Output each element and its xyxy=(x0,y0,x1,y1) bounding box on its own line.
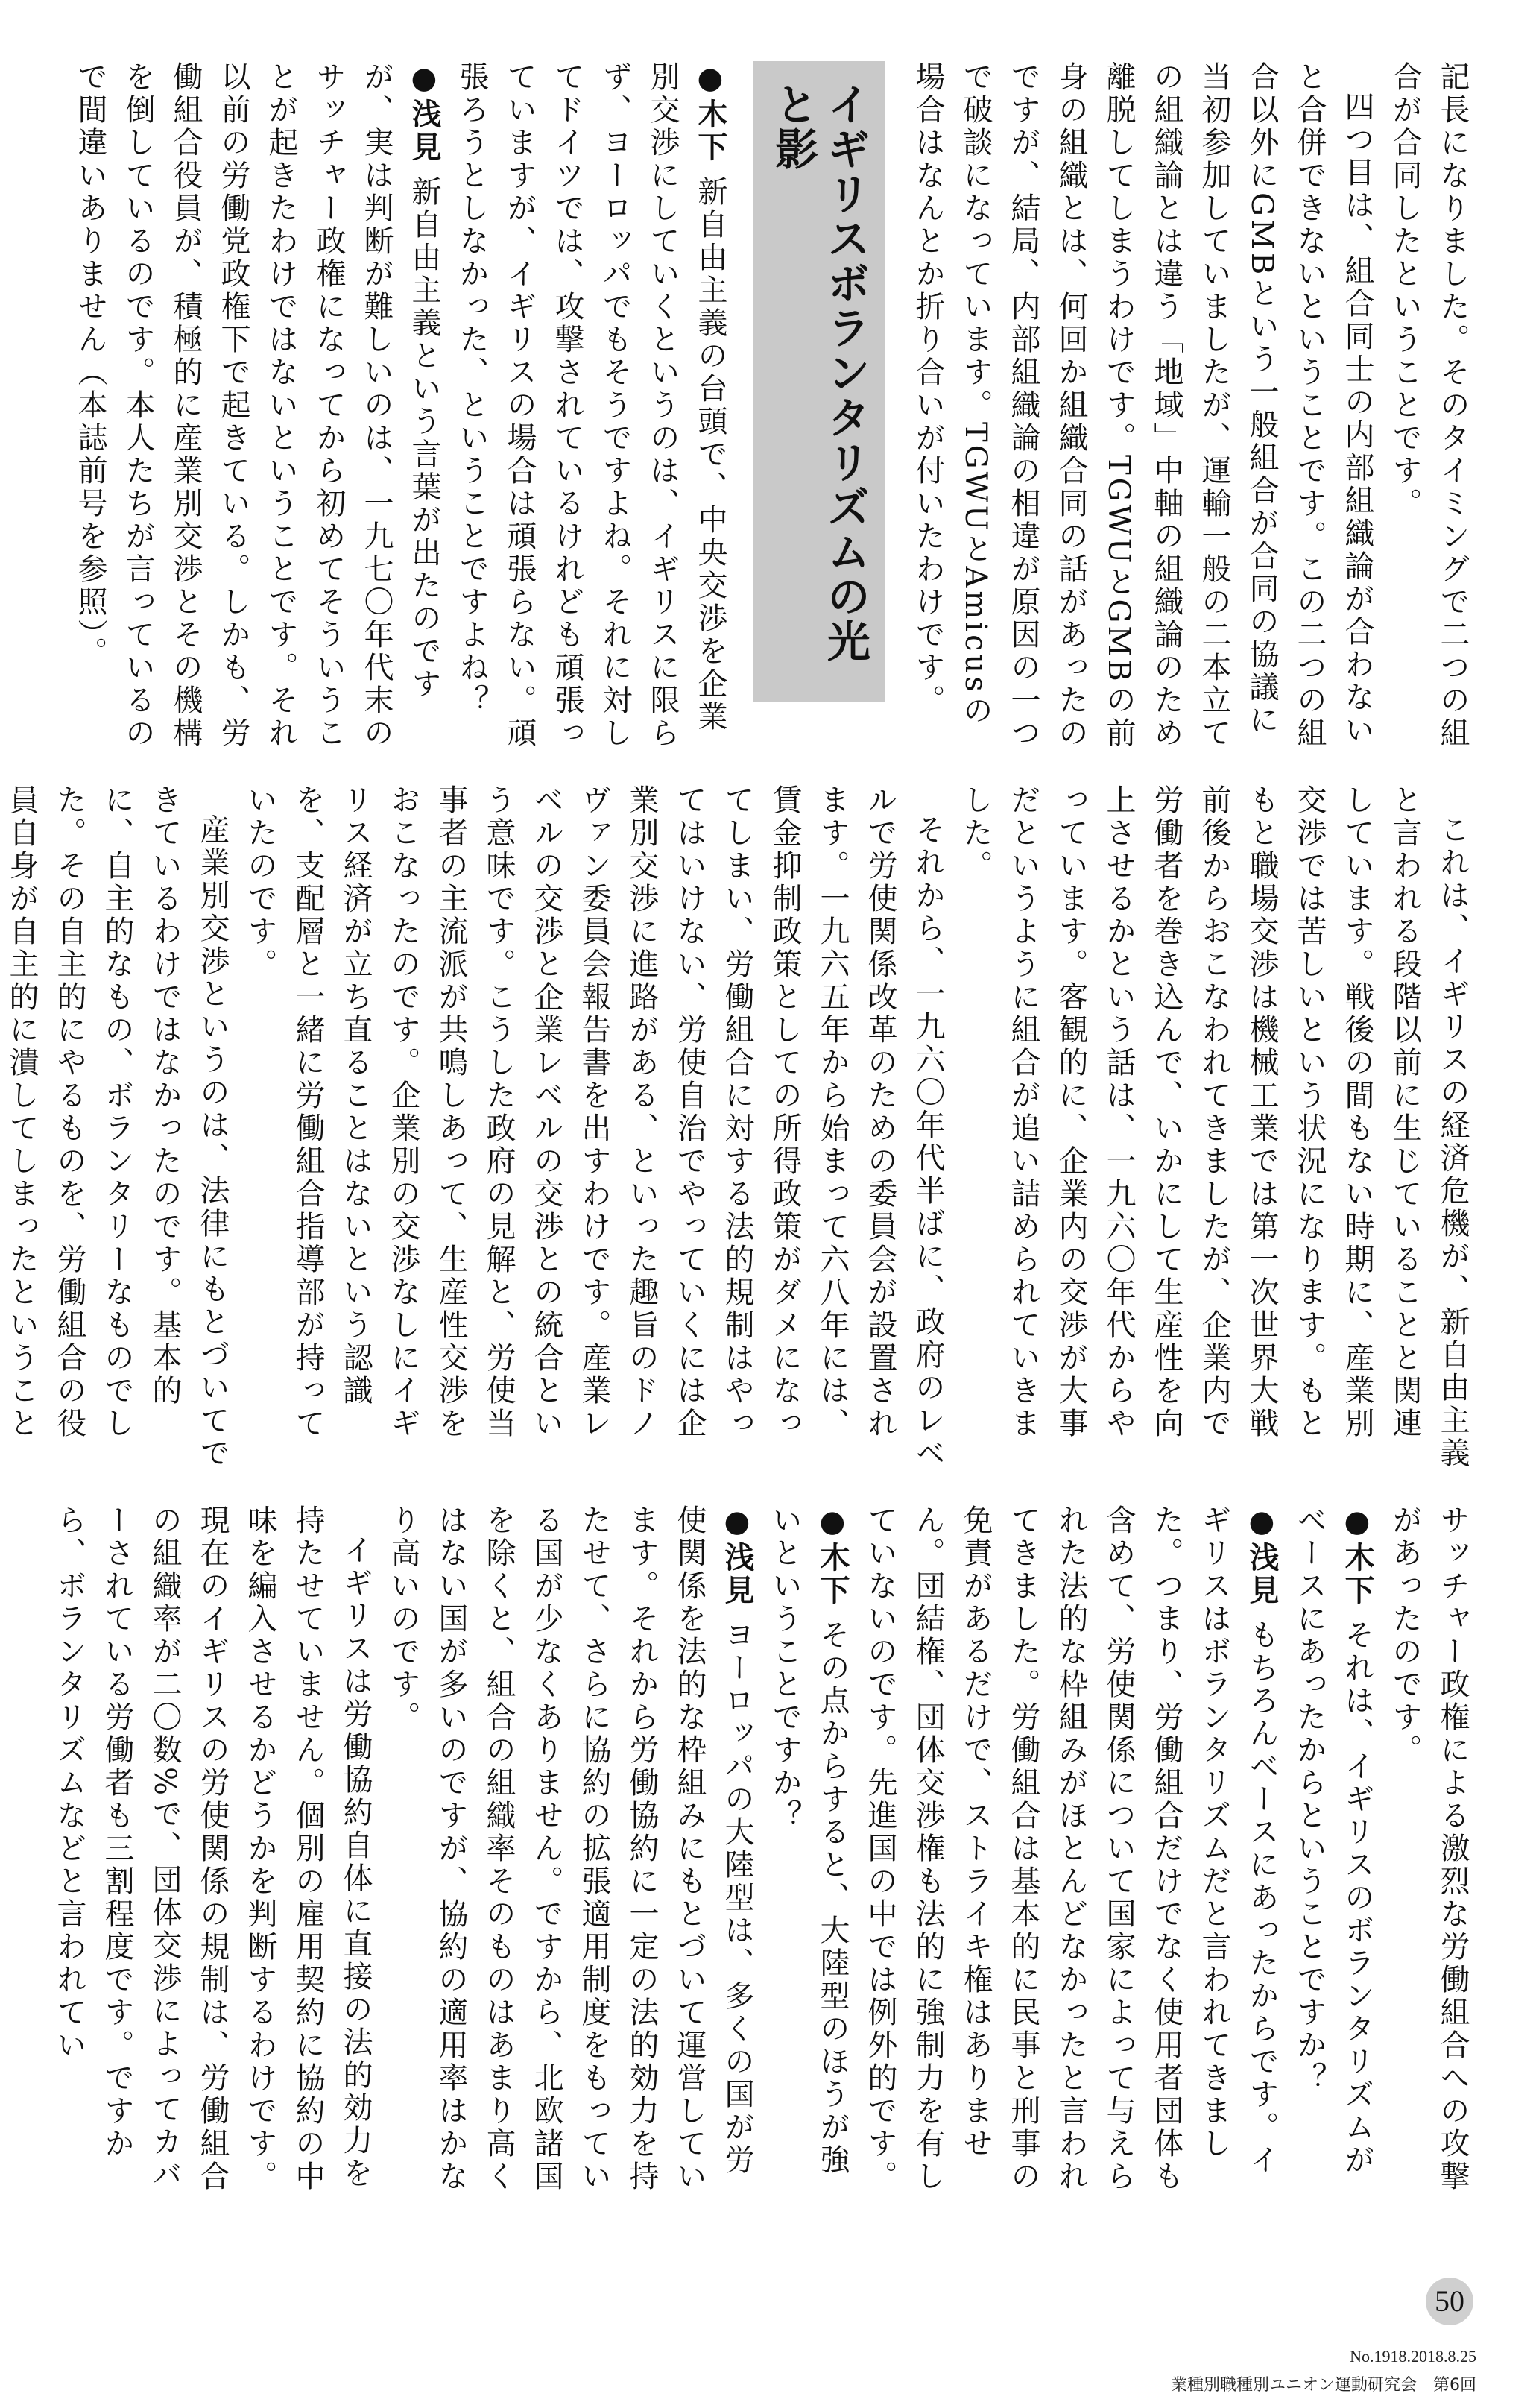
paragraph-text: 新自由主義という言葉が出たのですが、実は判断が難しいのは、一九七〇年代末のサッチャー政権になってから初めてそういうことが起きたわけではないということです。それ以前の労働党政権下で起きている。しかも、労働組合役員が、積極的に産業別交渉とその機構を倒しているのです。本人たちが言っているので間違いありません（本誌前号を参照）。 xyxy=(73,61,441,750)
paragraph xyxy=(0,784,236,1470)
paragraph xyxy=(1381,1504,1476,2194)
paragraph-text: 四つ目は、組合同士の内部組織論が合わないと合併できないということです。この二つの組合以外にGMBという一般組合が合同の協議に当初参加していましたが、運輸一般の二本立ての組織論とは違う「地域」中軸の組織論のため離脱してしまうわけです。TGWUとGMBの前身の組織とは、何回か組織合同の話があったのですが、結局、内部組織論の相違が原因の一つで破談になっています。TGWUとAmicusの場合はなんとか折り合いが付いたわけです。 xyxy=(911,61,1374,750)
text-tier-bottom xyxy=(52,1504,1476,2194)
speaker-label: ●木下 xyxy=(693,61,727,164)
text-tier-top xyxy=(75,61,1476,751)
page-number: 50 xyxy=(1426,2278,1473,2325)
paragraph-text: ヨーロッパの大陸型は、多くの国が労使関係を法的な枠組みにもとづいて運営しています。それから労働協約に一定の法的効力を持たせて、さらに協約の拡張適用制度をもっている国が少なくありません。ですから、北欧諸国を除くと、組合の組織率そのものはあまり高くはない国が多いのですが、協約の適用率はかなり高いのです。 xyxy=(386,1504,754,2193)
section-heading: イギリスボランタリズムの光と影 xyxy=(753,61,885,702)
text-tier-middle xyxy=(4,784,1476,1470)
paragraph-text: それから、一九六〇年代半ばに、政府のレベルで労使関係改革のための委員会が設置されます。一九六五年から始まって六八年には、賃金抑制政策としての所得政策がダメになってしまい、労働組合に対する法的規制はやってはいけない、労使自治でやっていくには企業別交渉に進路がある、といった趣旨のドノヴァン委員会報告書を出すわけです。産業レベルの交渉と企業レベルの交渉との統合という意味です。こうした政府の見解と、労使当事者の主流派が共鳴しあって、生産性交渉をおこなったのです。企業別の交渉なしにイギリス経済が立ち直ることはないという認識を、支配層と一緒に労働組合指導部が持っていたのです。 xyxy=(243,784,945,1470)
paragraph xyxy=(761,1504,856,2194)
series-title: 業種別職種別ユニオン運動研究会 第6回 xyxy=(1171,2376,1476,2395)
paragraph xyxy=(952,784,1476,1470)
paragraph-text: それは、イギリスのボランタリズムがベースにあったからということですか？ xyxy=(1292,1504,1374,2177)
paragraph xyxy=(45,1504,379,2194)
paragraph xyxy=(856,1504,1286,2194)
speaker-label: ●浅見 xyxy=(720,1504,754,1607)
paragraph xyxy=(1286,1504,1381,2194)
speaker-label: ●木下 xyxy=(815,1504,850,1607)
paragraph xyxy=(379,1504,761,2194)
paragraph-text: 記長になりました。そのタイミングで二つの組合が合同したということです。 xyxy=(1388,61,1470,750)
paragraph xyxy=(904,61,1381,751)
paragraph-text: イギリスは労働協約自体に直接の法的効力を持たせていません。個別の雇用契約に協約の中味を編入させるかどうかを判断するわけです。現在のイギリスの労使関係の規制は、労働組合の組織率が二〇数%で、団体交渉によってカバーされている労働者も三割程度です。ですから、ボランタリズムなどと言われてい xyxy=(52,1504,373,2193)
paragraph-text: もちろんベースにあったからです。イギリスはボランタリズムだと言われてきました。つまり、労働組合だけでなく使用者団体も含めて、労使関係について国家によって与えられた法的な枠組みがほとんどなかったと言われてきました。労働組合は基本的に民事と刑事の免責があるだけで、ストライキ権はありません。団結権、団体交渉権も法的に強制力を有していないのです。先進国の中では例外的です。 xyxy=(863,1504,1279,2193)
issue-info: No.1918.2018.8.25 xyxy=(1350,2347,1476,2366)
speaker-label: ●木下 xyxy=(1340,1504,1374,1607)
paragraph-text: サッチャー政権による激烈な労働組合への攻撃があったのです。 xyxy=(1388,1504,1470,2193)
paragraph xyxy=(66,61,448,751)
paragraph-text: その点からすると、大陸型のほうが強いということですか？ xyxy=(768,1504,850,2177)
paragraph-text: これは、イギリスの経済危機が、新自由主義と言われる段階以前に生じていることと関連しています。戦後の間もない時期に、産業別交渉では苦しいという状況になります。もともと職場交渉は機械工業では第一次世界大戦前後からおこなわれてきましたが、企業内で労働者を巻き込んで、いかにして生産性を向上させるかという話は、一九六〇年代からやっています。客観的に、企業内の交渉が大事だというように組合が追い詰められていきました。 xyxy=(958,784,1470,1470)
speaker-label: ●浅見 xyxy=(407,61,441,164)
paragraph-text: 産業別交渉というのは、法律にもとづいてできているわけではなかったのです。基本的に、自主的なもの、ボランタリーなものでした。その自主的にやるものを、労働組合の役員自身が自主的に潰してしまったということ xyxy=(4,784,230,1470)
paragraph xyxy=(236,784,952,1470)
paragraph xyxy=(448,61,734,751)
speaker-label: ●浅見 xyxy=(1245,1504,1279,1607)
paragraph-text: 新自由主義の台頭で、中央交渉を企業別交渉にしていくというのは、イギリスに限らず、ヨーロッパでもそうですよね。それに対してドイツでは、攻撃されているけれども頑張っていますが、イギリスの場合は頑張らない。頑張ろうとしなかった、ということですよね？ xyxy=(455,61,727,750)
paragraph xyxy=(1381,61,1476,751)
